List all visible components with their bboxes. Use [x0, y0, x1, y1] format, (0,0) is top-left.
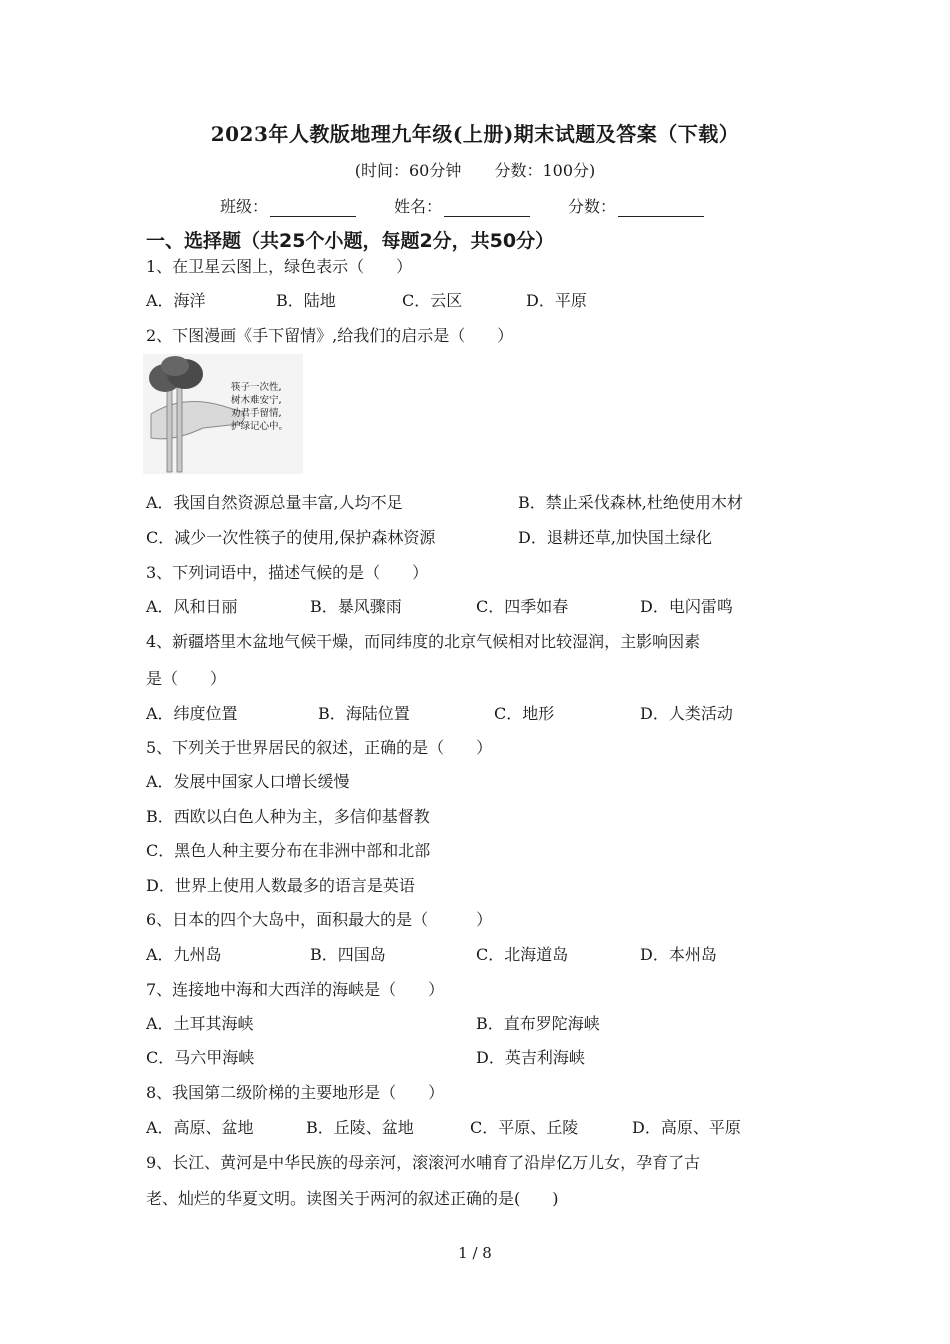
option[interactable]: C．马六甲海峡 — [146, 1048, 255, 1067]
option[interactable]: D．平原 — [526, 291, 587, 310]
caption-line: 劝君手留情, — [231, 408, 282, 419]
exam-meta — [0, 158, 950, 181]
option[interactable]: D．退耕还草,加快国土绿化 — [518, 528, 712, 547]
option[interactable]: B．西欧以白色人种为主，多信仰基督教 — [146, 807, 430, 826]
class-label: 班级： — [220, 197, 269, 216]
question-9-stem-cont: 老、灿烂的华夏文明。读图关于两河的叙述正确的是( ) — [146, 1189, 559, 1208]
option[interactable]: D．本州岛 — [640, 945, 717, 964]
class-field[interactable] — [220, 194, 356, 217]
option[interactable]: C．地形 — [494, 704, 555, 723]
option[interactable]: C．减少一次性筷子的使用,保护森林资源 — [146, 528, 436, 547]
option[interactable]: D．电闪雷鸣 — [640, 597, 733, 616]
name-field[interactable] — [394, 194, 530, 217]
option[interactable]: B．陆地 — [276, 291, 336, 310]
option[interactable]: B．直布罗陀海峡 — [476, 1014, 600, 1033]
student-info-line — [220, 194, 704, 217]
name-blank[interactable] — [444, 198, 530, 217]
option[interactable]: B．禁止采伐森林,杜绝使用木材 — [518, 493, 743, 512]
option[interactable]: C．云区 — [402, 291, 463, 310]
option[interactable]: C．北海道岛 — [476, 945, 569, 964]
option[interactable]: B．四国岛 — [310, 945, 386, 964]
option[interactable]: A．九州岛 — [146, 945, 222, 964]
score-label: 分数： — [568, 197, 617, 216]
option[interactable]: C．四季如春 — [476, 597, 569, 616]
total-score: 分数：100分) — [494, 161, 596, 180]
option[interactable]: A．海洋 — [146, 291, 206, 310]
page-number: 1 / 8 — [458, 1244, 492, 1262]
name-label: 姓名： — [394, 197, 443, 216]
exam-title: 2023年人教版地理九年级(上册)期末试题及答案（下载） — [210, 122, 740, 146]
score-field[interactable] — [568, 194, 704, 217]
caption-line: 筷子一次性, — [231, 382, 282, 393]
question-4-stem-cont: 是（ ） — [146, 669, 227, 688]
option[interactable]: D．世界上使用人数最多的语言是英语 — [146, 876, 415, 895]
option[interactable]: A．风和日丽 — [146, 597, 238, 616]
option[interactable]: B．海陆位置 — [318, 704, 410, 723]
option[interactable]: A．纬度位置 — [146, 704, 238, 723]
class-blank[interactable] — [270, 198, 356, 217]
question-6-stem: 6、日本的四个大岛中，面积最大的是（ ） — [146, 910, 493, 929]
question-8-stem: 8、我国第二级阶梯的主要地形是（ ） — [146, 1083, 445, 1102]
option[interactable]: A．高原、盆地 — [146, 1118, 254, 1137]
question-3-stem: 3、下列词语中，描述气候的是（ ） — [146, 563, 429, 582]
option[interactable]: D．高原、平原 — [632, 1118, 741, 1137]
caption-line: 树木难安宁, — [231, 395, 282, 406]
question-1-stem: 1、在卫星云图上，绿色表示（ ） — [146, 257, 413, 276]
question-4-stem: 4、新疆塔里木盆地气候干燥，而同纬度的北京气候相对比较湿润，主影响因素 — [146, 632, 701, 651]
cartoon-image — [143, 354, 303, 474]
option[interactable]: A．发展中国家人口增长缓慢 — [146, 772, 350, 791]
option[interactable]: A．我国自然资源总量丰富,人均不足 — [146, 493, 403, 512]
option[interactable]: B．丘陵、盆地 — [306, 1118, 414, 1137]
question-9-stem: 9、长江、黄河是中华民族的母亲河，滚滚河水哺育了沿岸亿万儿女，孕育了古 — [146, 1153, 701, 1172]
option[interactable]: C．黑色人种主要分布在非洲中部和北部 — [146, 841, 431, 860]
question-5-stem: 5、下列关于世界居民的叙述，正确的是（ ） — [146, 738, 493, 757]
question-2-stem: 2、下图漫画《手下留情》,给我们的启示是（ ） — [146, 326, 514, 345]
time-limit: (时间：60分钟 — [354, 161, 462, 180]
section-title: 一、选择题（共25个小题，每题2分，共50分） — [146, 230, 555, 252]
caption-line: 护绿记心中。 — [231, 421, 289, 432]
option[interactable]: A．土耳其海峡 — [146, 1014, 254, 1033]
option[interactable]: D．人类活动 — [640, 704, 733, 723]
question-7-stem: 7、连接地中海和大西洋的海峡是（ ） — [146, 980, 445, 999]
score-blank[interactable] — [618, 198, 704, 217]
option[interactable]: B．暴风骤雨 — [310, 597, 402, 616]
option[interactable]: D．英吉利海峡 — [476, 1048, 585, 1067]
option[interactable]: C．平原、丘陵 — [470, 1118, 579, 1137]
